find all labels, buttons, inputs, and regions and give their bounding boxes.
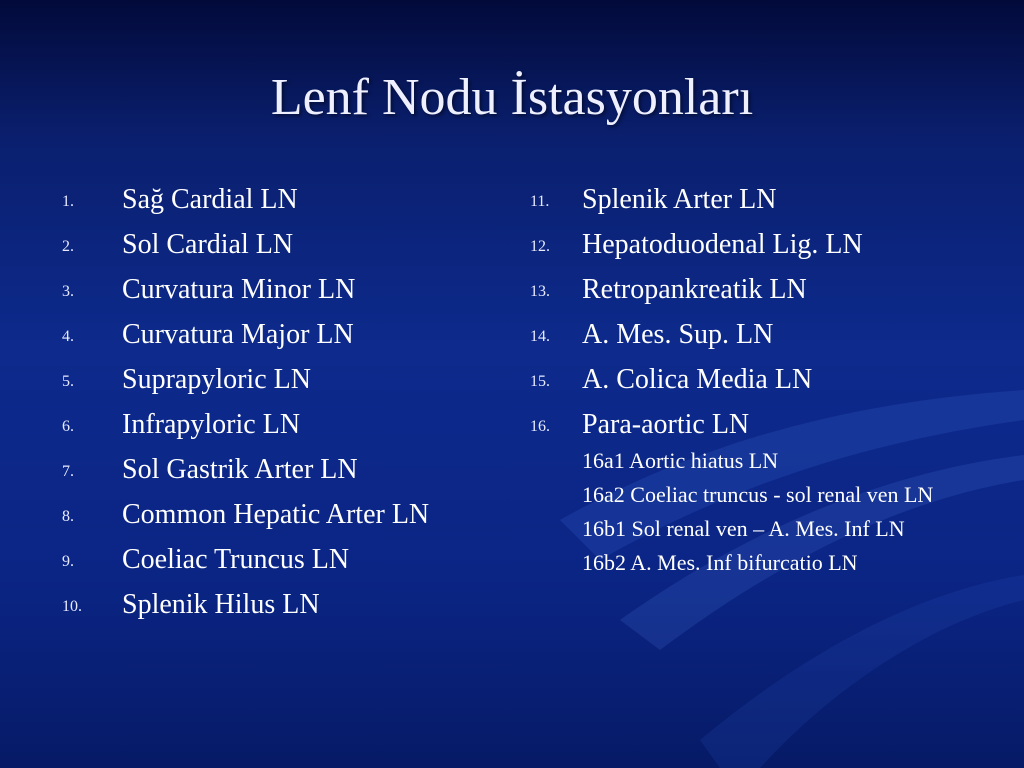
list-number: 4. <box>62 328 74 345</box>
list-text: Suprapyloric LN <box>122 364 311 395</box>
sub-list-item: 16b2 A. Mes. Inf bifurcatio LN <box>582 550 858 575</box>
sub-list-item: 16a2 Coeliac truncus - sol renal ven LN <box>582 482 934 507</box>
list-text: A. Mes. Sup. LN <box>582 319 774 350</box>
list-text: Splenik Hilus LN <box>122 589 320 620</box>
list-item <box>62 227 472 263</box>
list-number: 3. <box>62 283 74 300</box>
list-text: Sağ Cardial LN <box>122 184 298 215</box>
list-number: 15. <box>530 373 550 390</box>
list-number: 8. <box>62 508 74 525</box>
list-item <box>62 317 472 353</box>
para-aortic-sublist <box>582 445 970 579</box>
list-item <box>530 272 970 308</box>
list-text: Splenik Arter LN <box>582 184 777 215</box>
list-number: 2. <box>62 238 74 255</box>
left-station-list <box>62 182 472 632</box>
list-text: A. Colica Media LN <box>582 364 813 395</box>
list-number: 7. <box>62 463 74 480</box>
list-text: Curvatura Major LN <box>122 319 354 350</box>
list-text: Sol Cardial LN <box>122 229 294 260</box>
right-station-list <box>530 182 970 581</box>
list-number: 13. <box>530 283 550 300</box>
list-item <box>62 497 472 533</box>
list-number: 9. <box>62 553 74 570</box>
list-item <box>62 182 472 218</box>
sub-list-item: 16b1 Sol renal ven – A. Mes. Inf LN <box>582 516 905 541</box>
list-text: Curvatura Minor LN <box>122 274 356 305</box>
list-item <box>62 587 472 623</box>
list-number: 12. <box>530 238 550 255</box>
list-text: Coeliac Truncus LN <box>122 544 350 575</box>
sub-list-container <box>530 445 970 579</box>
list-item <box>62 362 472 398</box>
list-number: 14. <box>530 328 550 345</box>
slide-title: Lenf Nodu İstasyonları <box>270 69 754 126</box>
list-number: 6. <box>62 418 74 435</box>
list-item <box>62 272 472 308</box>
list-item <box>530 182 970 218</box>
list-item <box>62 452 472 488</box>
list-item <box>530 227 970 263</box>
list-text: Retropankreatik LN <box>582 274 807 305</box>
list-text: Common Hepatic Arter LN <box>122 499 430 530</box>
list-number: 1. <box>62 193 74 210</box>
list-text: Infrapyloric LN <box>122 409 301 440</box>
list-item <box>530 407 970 443</box>
list-item <box>62 542 472 578</box>
list-number: 5. <box>62 373 74 390</box>
list-text: Hepatoduodenal Lig. LN <box>582 229 863 260</box>
list-number: 16. <box>530 418 550 435</box>
list-item <box>530 362 970 398</box>
list-number: 10. <box>62 598 82 615</box>
list-text: Para-aortic LN <box>582 409 750 440</box>
list-item <box>530 317 970 353</box>
sub-list-item: 16a1 Aortic hiatus LN <box>582 448 779 473</box>
list-item <box>62 407 472 443</box>
list-text: Sol Gastrik Arter LN <box>122 454 358 485</box>
list-number: 11. <box>530 193 550 210</box>
